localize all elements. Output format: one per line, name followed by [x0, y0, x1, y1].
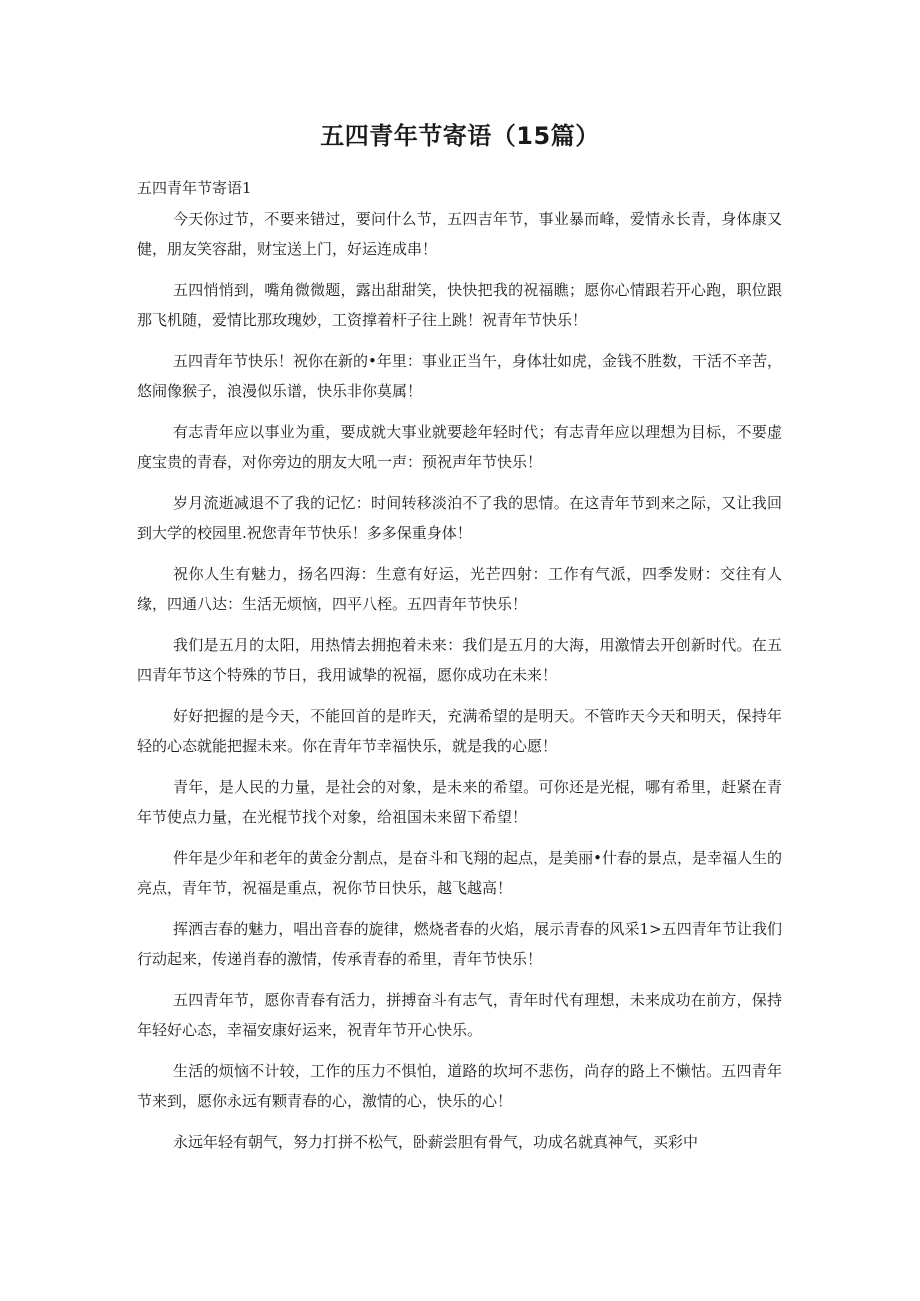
paragraph-10: 件年是少年和老年的黄金分割点，是奋斗和飞翔的起点，是美丽•什春的景点，是幸福人生的亮点，青年节，祝福是重点，祝你节日快乐，越飞越高！: [137, 849, 782, 897]
paragraph-14: 永远年轻有朝气，努力打拼不松气，卧薪尝胆有骨气，功成名就真神气，买彩中: [173, 1133, 699, 1151]
paragraph-1: 今天你过节，不要来错过，要问什么节，五四吉年节，事业暴而峰，爱情永长青，身体康又健，朋友笑容甜，财宝送上门，好运连成串！: [137, 210, 782, 258]
section-heading: 五四青年节寄语1: [137, 179, 252, 197]
document-body: [137, 204, 782, 1168]
paragraph-8: 好好把握的是今天，不能回首的是昨天，充满希望的是明天。不管昨天今天和明天，保持年轻的心态就能把握未来。你在青年节幸福快乐，就是我的心愿！: [137, 707, 782, 755]
paragraph-4: 有志青年应以事业为重，要成就大事业就要趁年轻时代；有志青年应以理想为目标，不要虚度宝贵的青春，对你旁边的朋友大吼一声：预祝声年节快乐！: [137, 423, 782, 471]
paragraph-12: 五四青年节，愿你青春有活力，拼搏奋斗有志气，青年时代有理想，未来成功在前方，保持年轻好心态，幸福安康好运来，祝青年节开心快乐。: [137, 991, 782, 1039]
paragraph-2: 五四悄悄到，嘴角微微题，露出甜甜笑，快快把我的祝福瞧；愿你心情跟若开心跑，职位跟那飞机随，爱情比那玫瑰妙，工资撑着杆子往上跳！祝青年节快乐！: [137, 281, 782, 329]
paragraph-3: 五四青年节快乐！祝你在新的•年里：事业正当午，身体壮如虎，金钱不胜数，干活不辛苦，悠闹像猴子，浪漫似乐谱，快乐非你莫属！: [137, 352, 782, 400]
document-title: 五四青年节寄语（15篇）: [320, 122, 600, 150]
paragraph-13: 生活的烦恼不计较，工作的压力不惧怕，道路的坎坷不悲伤，尚存的路上不懒怙。五四青年节来到，愿你永远有颗青春的心，激情的心，快乐的心！: [137, 1062, 782, 1110]
paragraph-11: 挥洒吉春的魅力，唱出音春的旋律，燃烧者春的火焰，展示青春的风采1>五四青年节让我们行动起来，传递肖春的激情，传承青春的希里，青年节快乐！: [137, 920, 782, 968]
paragraph-5: 岁月流逝减退不了我的记忆：时间转移淡泊不了我的思情。在这青年节到来之际，又让我回到大学的校园里.祝您青年节快乐！多多保重身体！: [137, 494, 782, 542]
paragraph-6: 祝你人生有魅力，扬名四海：生意有好运，光芒四射：工作有气派，四季发财：交往有人缘，四通八达：生活无烦恼，四平八桎。五四青年节快乐！: [137, 565, 782, 613]
paragraph-7: 我们是五月的太阳，用热情去拥抱着未来：我们是五月的大海，用激情去开创新时代。在五四青年节这个特殊的节日，我用诚挚的祝福，愿你成功在未来！: [137, 636, 782, 684]
paragraph-9: 青年，是人民的力量，是社会的对象，是未来的希望。可你还是光棍，哪有希里，赶紧在青年节使点力量，在光棍节找个对象，给祖国未来留下希望！: [137, 778, 782, 826]
